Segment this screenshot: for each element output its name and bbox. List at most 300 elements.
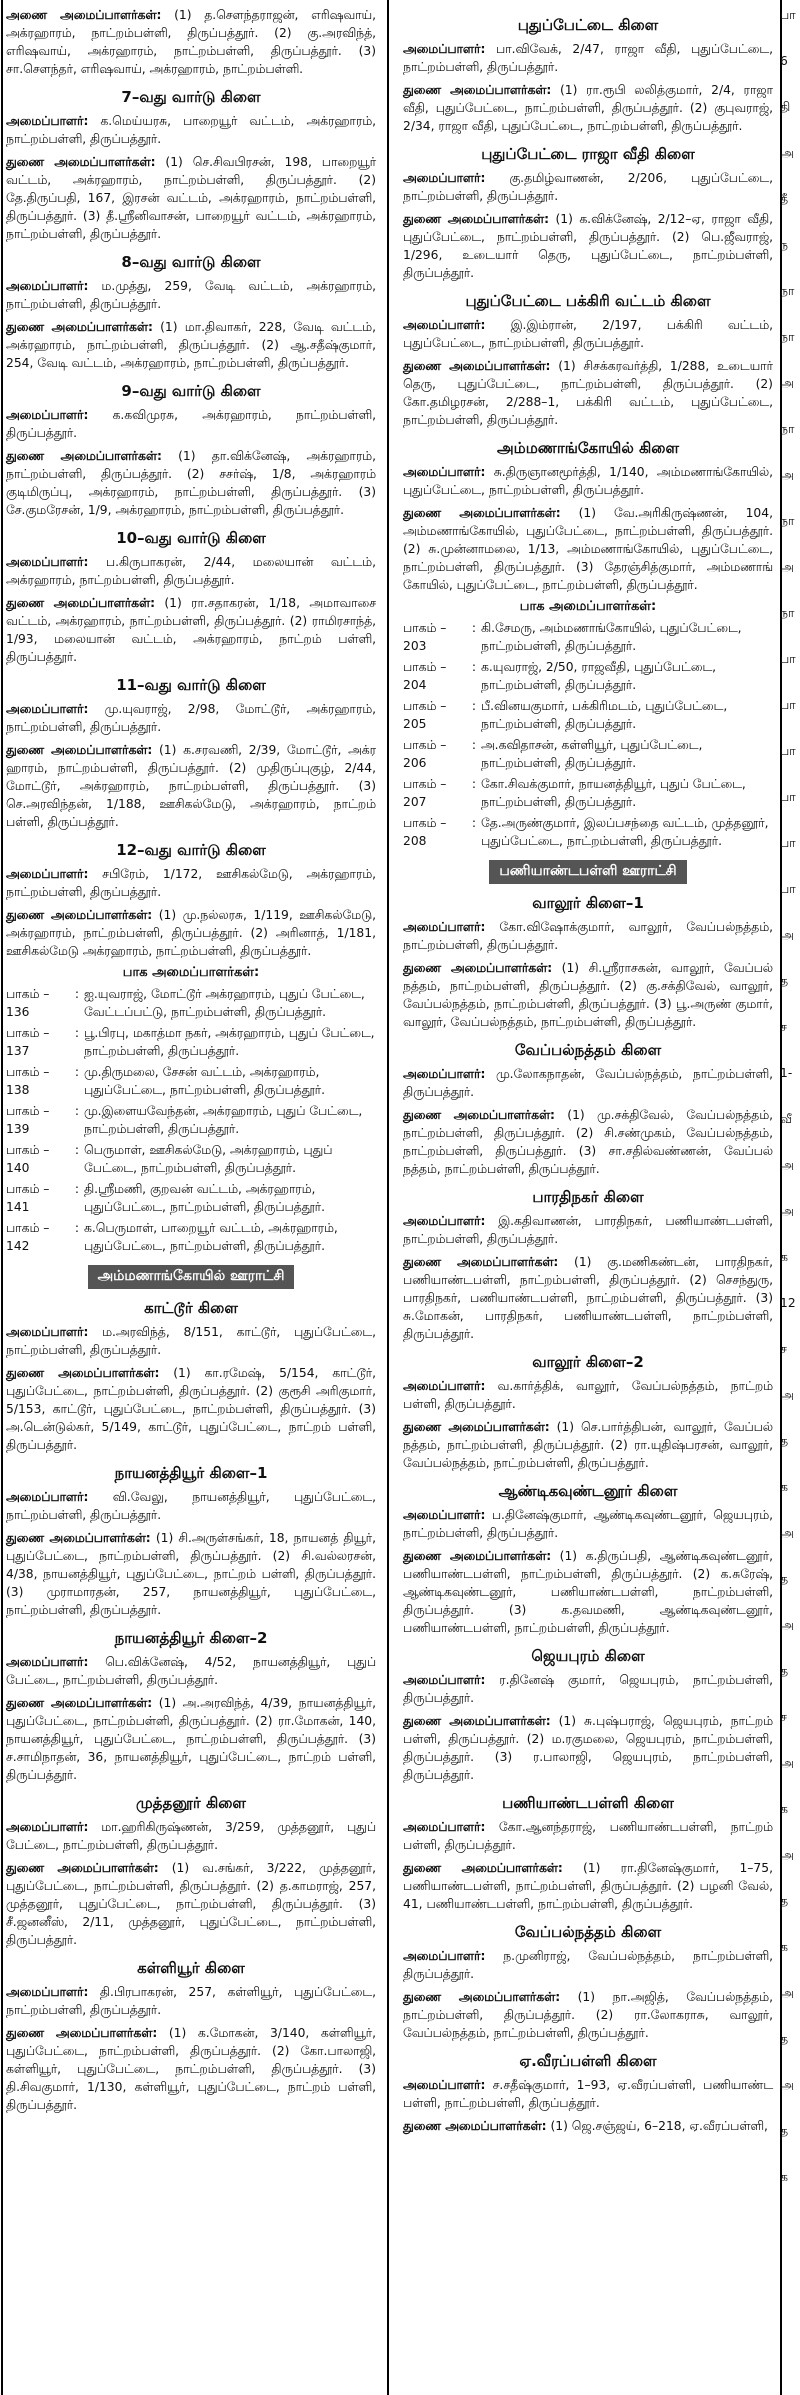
role-label: துணை அமைப்பாளர்கள்: — [403, 1861, 563, 1875]
role-label: அமைப்பாளர்: — [6, 867, 89, 881]
role-label: அமைப்பாளர்: — [6, 279, 89, 293]
clipped-text-fragment: நா — [780, 330, 795, 344]
member-entry — [403, 357, 773, 429]
booth-row — [6, 1180, 376, 1216]
member-entry — [6, 1323, 376, 1359]
clipped-text-fragment: க — [780, 1802, 788, 1816]
clipped-text-fragment: அ — [780, 560, 794, 574]
branch-section — [6, 1959, 376, 2114]
role-label: அமைப்பாளர்: — [403, 42, 486, 56]
member-entry — [403, 316, 773, 352]
booth-row — [403, 697, 773, 733]
clipped-text-fragment: த — [780, 1434, 789, 1448]
clipped-text-fragment: நா — [780, 422, 795, 436]
branch-section — [6, 1299, 376, 1454]
member-text: இ.கதிவாணன், பாரதிநகர், பணியாண்டபள்ளி, நாட்றம்பள்ளி, திருப்பத்தூர். — [403, 1214, 773, 1246]
branch-heading: காட்டூர் கிளை — [144, 1299, 238, 1317]
branch-section — [403, 1482, 773, 1637]
booth-heading: பாக அமைப்பாளர்கள்: — [122, 965, 260, 980]
role-label: அமைப்பாளர்: — [403, 1067, 486, 1081]
left-column — [6, 6, 376, 2119]
member-entry — [403, 1947, 773, 1983]
member-text: மு.யுவராஜ், 2/98, மோட்டூர், அக்ரஹாரம், நாட்றம்பள்ளி, திருப்பத்தூர். — [6, 702, 376, 734]
member-entry — [403, 1106, 773, 1178]
clipped-text-fragment: பா — [780, 698, 796, 712]
booth-colon: : — [74, 987, 80, 1001]
branch-section — [403, 1188, 773, 1343]
booth-row — [6, 1024, 376, 1060]
role-label: துணை அமைப்பாளர்கள்: — [6, 449, 162, 463]
role-label: துணை அமைப்பாளர்கள்: — [403, 1990, 561, 2004]
member-entry — [403, 2117, 773, 2135]
clipped-text-fragment: பா — [780, 882, 796, 896]
clipped-text-fragment: அ — [780, 1618, 794, 1632]
branch-section — [6, 529, 376, 666]
member-text: (1) கா.ரமேஷ், 5/154, காட்டூர், புதுப்பேட்டை, நாட்றம்பள்ளி, திருப்பத்தூர். (2) குரூசி அரிகுமார், 5/153, காட்டூர், புதுப்பேட்டை, நாட்றம்பள்ளி, திருப்பத்தூர். (3) அ.டென்டுல்கர், 5/149, காட்டூர், புதுப்பேட்டை, நாட்றம் பள்ளி, திருப்பத்தூர். — [6, 1366, 376, 1452]
member-entry — [403, 2076, 773, 2112]
member-entry — [6, 1694, 376, 1784]
member-text: இ.இம்ரான், 2/197, பக்கிரி வட்டம், புதுப்பேட்டை, நாட்றம்பள்ளி, திருப்பத்தூர். — [403, 318, 773, 350]
role-label: துணை அமைப்பாளர்கள்: — [6, 743, 153, 757]
member-entry — [403, 463, 773, 499]
booth-text: அ.கவிதாசன், கள்ளியூர், புதுப்பேட்டை, நாட்றம்பள்ளி, திருப்பத்தூர். — [481, 738, 703, 770]
booth-number: பாகம் – 136 — [6, 987, 50, 1019]
clipped-text-fragment: க — [780, 2170, 788, 2184]
member-text: தி.பிரபாகரன், 257, கள்ளியூர், புதுப்பேட்டை, நாட்றம்பள்ளி, திருப்பத்தூர். — [6, 1985, 376, 2017]
member-entry — [6, 6, 376, 78]
role-label: அமைப்பாளர்: — [6, 1325, 89, 1339]
member-entry — [6, 112, 376, 148]
clipped-text-fragment: அ — [780, 1848, 794, 1862]
booth-row — [6, 1063, 376, 1099]
member-text: ப.கிருபாகரன், 2/44, மலையான் வட்டம், அக்ரஹாரம், நாட்றம்பள்ளி, திருப்பத்தூர். — [6, 555, 376, 587]
member-entry — [6, 865, 376, 901]
role-label: அமைப்பாளர்: — [403, 1379, 486, 1393]
branch-heading: அம்மணாங்கோயில் கிளை — [496, 439, 680, 457]
member-text: சு.திருஞானமூர்த்தி, 1/140, அம்மணாங்கோயில், புதுப்பேட்டை, நாட்றம்பள்ளி, திருப்பத்தூர். — [403, 465, 773, 497]
booth-number: பாகம் – 140 — [6, 1143, 50, 1175]
booth-number: பாகம் – 207 — [403, 777, 447, 809]
member-entry — [403, 1859, 773, 1913]
role-label: துணை அமைப்பாளர்கள்: — [6, 155, 156, 169]
member-text: (1) கு.மணிகண்டன், பாரதிநகர், பணியாண்டபள்ளி, நாட்றம்பள்ளி, திருப்பத்தூர். (2) செசந்துரு, பாரதிநகர், பணியாண்டபள்ளி, நாட்றம்பள்ளி, திருப்பத்தூர். (3) சு.மோகன், பாரதிநகர், பணியாண்டபள்ளி, நாட்றம்பள்ளி, திருப்பத்தூர். — [403, 1255, 773, 1341]
member-entry — [403, 1253, 773, 1343]
booth-colon: : — [471, 660, 477, 674]
member-text: வி.வேலு, நாயனத்தியூர், புதுப்பேட்டை, நாட்றம்பள்ளி, திருப்பத்தூர். — [6, 1490, 376, 1522]
booth-number: பாகம் – 206 — [403, 738, 447, 770]
role-label: துணை அமைப்பாளர்கள்: — [403, 1108, 555, 1122]
member-text: மு.லோகநாதன், வேப்பல்நத்தம், நாட்றம்பள்ளி, திருப்பத்தூர். — [403, 1067, 773, 1099]
clipped-text-fragment: த — [780, 1664, 789, 1678]
member-entry — [403, 169, 773, 205]
member-text: (1) த.செளந்தராஜன், எரிஷவாய், அக்ரஹாரம், நாட்றம்பள்ளி, திருப்பத்தூர். (2) கு.அரவிந்த், எரிஷவாய், அக்ரஹாரம், நாட்றம்பள்ளி, திருப்பத்தூர். (3) சா.செளந்தர், எரிஷவாய், அக்ரஹாரம், நாட்றம்பள்ளி. — [6, 8, 376, 76]
clipped-text-fragment: ச — [780, 1020, 787, 1034]
branch-section — [403, 439, 773, 594]
branch-heading: 8–வது வார்டு கிளை — [121, 253, 261, 271]
member-entry — [6, 906, 376, 960]
branch-section — [6, 382, 376, 519]
booth-colon: : — [74, 1182, 80, 1196]
member-entry — [403, 959, 773, 1031]
clipped-text-fragment: அ — [780, 1526, 794, 1540]
role-label: அமைப்பாளர்: — [403, 1214, 486, 1228]
branch-section — [403, 1647, 773, 1784]
member-text: (1) சி.ஸ்ரீராசகன், வாலூர், வேப்பல் நத்தம், நாட்றம்பள்ளி, திருப்பத்தூர். (2) கு.சக்திவேல், வாலூர், வேப்பல்நத்தம், நாட்றம்பள்ளி, திருப்பத்தூர். (3) பூ.அருண் குமார், வாலூர், வேப்பல்நத்தம், நாட்றம்பள்ளி, திருப்பத்தூர். — [403, 961, 773, 1029]
member-entry — [403, 1988, 773, 2042]
role-label: அமைப்பாளர்: — [403, 1673, 486, 1687]
member-text: (1) ரா.சதாகரன், 1/18, அமாவாசை வட்டம், அக்ரஹாரம், நாட்றம்பள்ளி, திருப்பத்தூர். (2) ராமிரசாந்த், 1/93, மலையான் வட்டம், அக்ரஹாரம், நாட்றம் பள்ளி, திருப்பத்தூர். — [6, 596, 376, 664]
role-label: துணை அமைப்பாளர்கள்: — [6, 1531, 151, 1545]
booth-text: க.யுவராஜ், 2/50, ராஜவீதி, புதுப்பேட்டை, நாட்றம்பள்ளி, திருப்பத்தூர். — [481, 660, 717, 692]
branch-heading: புதுப்பேட்டை பக்கிரி வட்டம் கிளை — [465, 292, 711, 310]
role-label: துணை அமைப்பாளர்கள்: — [403, 506, 561, 520]
member-entry — [403, 1712, 773, 1784]
panchayat-banner-text: பணியாண்டபள்ளி ஊராட்சி — [489, 860, 686, 884]
branch-heading: 9–வது வார்டு கிளை — [121, 382, 261, 400]
booth-text: பீ.வினயகுமார், பக்கிரிமடம், புதுப்பேட்டை, நாட்றம்பள்ளி, திருப்பத்தூர். — [481, 699, 728, 731]
booth-row — [403, 775, 773, 811]
member-entry — [403, 1418, 773, 1472]
member-entry — [6, 553, 376, 589]
clipped-text-fragment: பா — [780, 744, 796, 758]
clipped-text-fragment: அ — [780, 1756, 794, 1770]
booth-row — [403, 736, 773, 772]
booth-colon: : — [74, 1065, 80, 1079]
role-label: அமைப்பாளர்: — [6, 1490, 89, 1504]
role-label: துணை அமைப்பாளர்கள்: — [6, 320, 153, 334]
clipped-text-fragment: அ — [780, 376, 794, 390]
role-label: அமைப்பாளர்: — [403, 465, 486, 479]
role-label: துணை அமைப்பாளர்கள்: — [6, 2026, 158, 2040]
branch-heading: புதுப்பேட்டை ராஜா வீதி கிளை — [481, 145, 695, 163]
branch-heading: முத்தனூர் கிளை — [136, 1794, 246, 1812]
member-text: (1) சு.புஷ்பராஜ், ஜெயபுரம், நாட்றம் பள்ளி, திருப்பத்தூர். (2) ம.ரகுமலை, ஜெயபுரம், நாட்றம்பள்ளி, திருப்பத்தூர். (3) ர.பாலாஜி, ஜெயபுரம், நாட்றம்பள்ளி, திருப்பத்தூர். — [403, 1714, 773, 1782]
clipped-text-fragment: ச — [780, 1710, 787, 1724]
member-text: க.கவிமுரசு, அக்ரஹாரம், நாட்றம்பள்ளி, திருப்பத்தூர். — [6, 408, 376, 440]
right-column-fragment — [780, 6, 800, 2214]
role-label: துணை அமைப்பாளர்கள்: — [6, 1696, 153, 1710]
middle-column — [403, 6, 773, 2140]
member-entry — [403, 210, 773, 282]
column-rule-left — [1, 0, 3, 2395]
member-entry — [6, 447, 376, 519]
role-label: அமைப்பாளர்: — [6, 1985, 89, 1999]
role-label: துணை அமைப்பாளர்கள்: — [403, 212, 550, 226]
branch-heading: பணியாண்டபள்ளி கிளை — [502, 1794, 674, 1812]
member-entry — [6, 153, 376, 243]
branch-section — [6, 841, 376, 960]
booth-row — [6, 985, 376, 1021]
clipped-text-fragment: அ — [780, 1986, 794, 2000]
booth-colon: : — [471, 699, 477, 713]
booth-colon: : — [471, 738, 477, 752]
member-text: (1) செ.பார்த்திபன், வாலூர், வேப்பல் நத்தம், நாட்றம்பள்ளி, திருப்பத்தூர். (2) ரா.யுதிஷ்பரசன், வாலூர், வேப்பல்நத்தம், நாட்றம்பள்ளி, திருப்பத்தூர். — [403, 1420, 773, 1470]
branch-heading: நாயனத்தியூர் கிளை–2 — [114, 1629, 268, 1647]
branch-section — [403, 1353, 773, 1472]
member-text: (1) சிசக்கரவர்த்தி, 1/288, உடையார் தெரு, புதுப்பேட்டை, நாட்றம்பள்ளி, திருப்பத்தூர். (2) கோ.தமிழரசன், 2/288–1, பக்கிரி வட்டம், புதுப்பேட்டை, நாட்றம்பள்ளி, திருப்பத்தூர். — [403, 359, 773, 427]
branch-section — [6, 1464, 376, 1619]
member-entry — [403, 1377, 773, 1413]
clipped-text-fragment: பா — [780, 790, 796, 804]
booth-row — [6, 1102, 376, 1138]
clipped-text-fragment: த — [780, 1894, 789, 1908]
member-text: பெ.விக்னேஷ், 4/52, நாயனத்தியூர், புதுப் பேட்டை, நாட்றம்பள்ளி, திருப்பத்தூர். — [6, 1655, 376, 1687]
branch-section — [403, 292, 773, 429]
booth-text: தே.அருண்குமார், இலப்பசந்தை வட்டம், முத்தனூர், புதுப்பேட்டை, நாட்றம்பள்ளி, திருப்பத்தூர். — [481, 816, 769, 848]
member-text: (1) ஜெ.சஞ்ஜய், 6–218, ஏ.வீரப்பள்ளி, — [546, 2119, 768, 2133]
booth-row — [403, 814, 773, 850]
member-text: (1) செ.சிவபிரசன், 198, பாறையூர் வட்டம், அக்ரஹாரம், நாட்றம்பள்ளி, திருப்பத்தூர். (2) தே.திருப்பதி, 167, இரசன் வட்டம், அக்ரஹாரம், நாட்றம்பள்ளி, திருப்பத்தூர். (3) தீ.ஸ்ரீனிவாசன், பாறையூர் வட்டம், அக்ரஹாரம், நாட்றம்பள்ளி, திருப்பத்தூர். — [6, 155, 376, 241]
member-text: (1) அ.அரவிந்த், 4/39, நாயனத்தியூர், புதுப்பேட்டை, நாட்றம்பள்ளி, திருப்பத்தூர். (2) ரா.மோகன், 140, நாயனத்தியூர், புதுப்பேட்டை, நாட்றம்பள்ளி, திருப்பத்தூர். (3) ச.சாமிநாதன், 36, நாயனத்தியூர், புதுப்பேட்டை, நாட்றம் பள்ளி, திருப்பத்தூர். — [6, 1696, 376, 1782]
member-text: (1) தா.விக்னேஷ், அக்ரஹாரம், நாட்றம்பள்ளி, திருப்பத்தூர். (2) சசர்ஷ், 1/8, அக்ரஹாரம் குடிமிருப்பு, அக்ரஹாரம், நாட்றம்பள்ளி, திருப்பத்தூர். (3) சே.குமரேசன், 1/9, அக்ரஹாரம், நாட்றம்பள்ளி, திருப்பத்தூர். — [6, 449, 376, 517]
booth-text: மு.திருமலை, சேசன் வட்டம், அக்ரஹாரம், புதுப்பேட்டை, நாட்றம்பள்ளி, திருப்பத்தூர். — [84, 1065, 325, 1097]
role-label: அமைப்பாளர்: — [403, 1508, 486, 1522]
branch-heading: ஆண்டிகவுண்டனூர் கிளை — [498, 1482, 678, 1500]
booth-row — [403, 658, 773, 694]
member-entry — [403, 40, 773, 76]
role-label: துணை அமைப்பாளர்கள்: — [6, 1861, 159, 1875]
panchayat-banner — [6, 1265, 376, 1289]
clipped-text-fragment: அ — [780, 146, 794, 160]
member-text: ந.முனிராஜ், வேப்பல்நத்தம், நாட்றம்பள்ளி, திருப்பத்தூர். — [403, 1949, 773, 1981]
booth-text: ஐ.யுவராஜ், மோட்டூர் அக்ரஹாரம், புதுப் பேட்டை, வேட்டப்பட்டு, நாட்றம்பள்ளி, திருப்பத்தூர். — [84, 987, 365, 1019]
member-text: (1) மா.திவாகர், 228, வேடி வட்டம், அக்ரஹாரம், நாட்றம்பள்ளி, திருப்பத்தூர். (2) ஆ.சதீஷ்குமார், 254, வேடி வட்டம், அக்ரஹாரம், நாட்றம்பள்ளி, திருப்பத்தூர். — [6, 320, 376, 370]
role-label: அமைப்பாளர்: — [6, 1820, 89, 1834]
member-text: வ.கார்த்திக், வாலூர், வேப்பல்நத்தம், நாட்றம் பள்ளி, திருப்பத்தூர். — [403, 1379, 773, 1411]
role-label: அமைப்பாளர்: — [6, 1655, 89, 1669]
member-entry — [6, 1529, 376, 1619]
member-entry — [6, 1364, 376, 1454]
member-entry — [403, 1065, 773, 1101]
role-label: அமைப்பாளர்: — [403, 171, 486, 185]
role-label: துணை அமைப்பாளர்கள்: — [403, 359, 551, 373]
member-text: (1) சி.அருள்சங்கர், 18, நாயனத் தியூர், புதுப்பேட்டை, நாட்றம்பள்ளி, திருப்பத்தூர். (2) சி.வல்லரசன், 4/38, நாயனத்தியூர், புதுப்பேட்டை, நாட்றம் பள்ளி, திருப்பத்தூர். (3) முராமாரதன், 257, நாயனத்தியூர், புதுப்பேட்டை, நாட்றம்பள்ளி, திருப்பத்தூர். — [6, 1531, 376, 1617]
clipped-text-fragment: த — [780, 2124, 789, 2138]
booth-text: பெருமாள், ஊசிகல்மேடு, அக்ரஹாரம், புதுப் பேட்டை, நாட்றம்பள்ளி, திருப்பத்தூர். — [84, 1143, 333, 1175]
member-entry — [6, 2024, 376, 2114]
branch-section — [6, 1794, 376, 1949]
clipped-text-fragment: அ — [780, 2078, 794, 2092]
booth-text: கி.சேமரு, அம்மணாங்கோயில், புதுப்பேட்டை, நாட்றம்பள்ளி, திருப்பத்தூர். — [481, 621, 742, 653]
role-label: துணை அமைப்பாளர்கள்: — [403, 1549, 552, 1563]
member-text: ச.சதீஷ்குமார், 1–93, ஏ.வீரப்பள்ளி, பணியாண்ட பள்ளி, நாட்றம்பள்ளி, திருப்பத்தூர். — [403, 2078, 773, 2110]
member-text: ம.அரவிந்த், 8/151, காட்டூர், புதுப்பேட்டை, நாட்றம்பள்ளி, திருப்பத்தூர். — [6, 1325, 376, 1357]
member-text: (1) க.சரவணி, 2/39, மோட்டூர், அக்ர ஹாரம், நாட்றம்பள்ளி, திருப்பத்தூர். (2) முதிருப்புகுழ், 2/44, மோட்டூர், அக்ரஹாரம், நாட்றம்பள்ளி, திருப்பத்தூர். (3) செ.அரவிந்தன், 1/188, ஊசிகல்மேடு, அக்ரஹாரம், நாட்றம் பள்ளி, திருப்பத்தூர். — [6, 743, 376, 829]
member-entry — [6, 406, 376, 442]
clipped-text-fragment: பா — [780, 8, 796, 22]
booth-number: பாகம் – 208 — [403, 816, 447, 848]
clipped-text-fragment: த — [780, 974, 789, 988]
member-text: (1) க.விக்னேஷ், 2/12–ஏ, ராஜா வீதி, புதுப்பேட்டை, நாட்றம்பள்ளி, திருப்பத்தூர். (2) பெ.ஜீவராஜ், 1/296, உடையார் தெரு, புதுப்பேட்டை, நாட்றம்பள்ளி, திருப்பத்தூர். — [403, 212, 773, 280]
member-entry — [6, 700, 376, 736]
booth-colon: : — [74, 1143, 80, 1157]
branch-section — [403, 145, 773, 282]
role-label: துணை அமைப்பாளர்கள்: — [403, 1714, 551, 1728]
member-text: (1) மு.சக்திவேல், வேப்பல்நத்தம், நாட்றம்பள்ளி, திருப்பத்தூர். (2) சி.சண்முகம், வேப்பல்நத்தம், நாட்றம்பள்ளி, திருப்பத்தூர். (3) சா.சதில்வண்ணன், வேப்பல் நத்தம், நாட்றம்பள்ளி, திருப்பத்தூர். — [403, 1108, 773, 1176]
branch-heading: 10–வது வார்டு கிளை — [116, 529, 266, 547]
clipped-text-fragment: அ — [780, 928, 794, 942]
clipped-text-fragment: தீ — [780, 192, 789, 206]
branch-heading: புதுப்பேட்டை கிளை — [517, 16, 659, 34]
booth-text: பூ.பிரபு, மகாத்மா நகர், அக்ரஹாரம், புதுப் பேட்டை, நாட்றம்பள்ளி, திருப்பத்தூர். — [84, 1026, 375, 1058]
branch-section — [403, 1794, 773, 1913]
branch-heading: 7–வது வார்டு கிளை — [121, 88, 261, 106]
member-entry — [6, 318, 376, 372]
member-entry — [403, 81, 773, 135]
role-label: துணை அமைப்பாளர்கள்: — [403, 1420, 550, 1434]
clipped-text-fragment: தி — [780, 100, 791, 114]
column-rule-middle — [387, 0, 389, 2395]
booth-number: பாகம் – 204 — [403, 660, 447, 692]
role-label: அமைப்பாளர்: — [6, 555, 89, 569]
member-entry — [6, 741, 376, 831]
member-entry — [6, 277, 376, 313]
clipped-text-fragment: வீ — [780, 1112, 792, 1126]
branch-section — [6, 1629, 376, 1784]
role-label: துணை அமைப்பாளர்கள்: — [403, 2119, 547, 2133]
clipped-text-fragment: ந — [780, 238, 788, 252]
booth-colon: : — [74, 1221, 80, 1235]
member-text: (1) க.மோகன், 3/140, கள்ளியூர், புதுப்பேட்டை, நாட்றம்பள்ளி, திருப்பத்தூர். (2) கோ.பாலாஜி, கள்ளியூர், புதுப்பேட்டை, நாட்றம்பள்ளி, திருப்பத்தூர். (3) தி.சிவகுமார், 1/130, கள்ளியூர், புதுப்பேட்டை, நாட்றம் பள்ளி, திருப்பத்தூர். — [6, 2026, 376, 2112]
branch-section — [403, 1041, 773, 1178]
member-entry — [6, 1983, 376, 2019]
member-text: (1) மு.நல்லரசு, 1/119, ஊசிகல்மேடு, அக்ரஹாரம், நாட்றம்பள்ளி, திருப்பத்தூர். (2) அரினாத், 1/181, ஊசிகல்மேடு அக்ரஹாரம், நாட்றம்பள்ளி, திருப்பத்தூர். — [6, 908, 376, 958]
booth-text: மு.இளையவேந்தன், அக்ரஹாரம், புதுப் பேட்டை, நாட்றம்பள்ளி, திருப்பத்தூர். — [84, 1104, 363, 1136]
member-text: கு.தமிழ்வாணன், 2/206, புதுப்பேட்டை, நாட்றம்பள்ளி, திருப்பத்தூர். — [403, 171, 773, 203]
branch-section — [403, 2052, 773, 2135]
branch-heading: பாரதிநகர் கிளை — [532, 1188, 644, 1206]
booth-text: க.பெருமாள், பாறையூர் வட்டம், அக்ரஹாரம், புதுப்பேட்டை, நாட்றம்பள்ளி, திருப்பத்தூர். — [84, 1221, 338, 1253]
member-entry — [6, 1653, 376, 1689]
clipped-text-fragment: அ — [780, 1158, 794, 1172]
branch-heading: 11–வது வார்டு கிளை — [116, 676, 266, 694]
booth-number: பாகம் – 205 — [403, 699, 447, 731]
member-text: க.மெய்யரசு, பாறையூர் வட்டம், அக்ரஹாரம், நாட்றம்பள்ளி, திருப்பத்தூர். — [6, 114, 376, 146]
member-text: (1) க.திருப்பதி, ஆண்டிகவுண்டனூர், பணியாண்டபள்ளி, நாட்றம்பள்ளி, திருப்பத்தூர். (2) க.சுரேஷ், ஆண்டிகவுண்டனூர், பணியாண்டபள்ளி, நாட்றம்பள்ளி, திருப்பத்தூர். (3) க.தவமணி, ஆண்டிகவுண்டனூர், பணியாண்டபள்ளி, நாட்றம்பள்ளி, திருப்பத்தூர். — [403, 1549, 773, 1635]
member-text: (1) நா.அஜித், வேப்பல்நத்தம், நாட்றம்பள்ளி, திருப்பத்தூர். (2) ரா.லோகராசு, வாலூர், வேப்பல்நத்தம், நாட்றம்பள்ளி, திருப்பத்தூர். — [403, 1990, 773, 2040]
clipped-text-fragment: அ — [780, 468, 794, 482]
member-text: (1) ரா.தினேஷ்குமார், 1–75, பணியாண்டபள்ளி, நாட்றம்பள்ளி, திருப்பத்தூர். (2) பழனி வேல், 41, பணியாண்டபள்ளி, நாட்றம்பள்ளி, திருப்பத்தூர். — [403, 1861, 773, 1911]
role-label: துணை அமைப்பாளர்கள்: — [403, 83, 552, 97]
clipped-text-fragment: அ — [780, 1204, 794, 1218]
role-label: துணை அமைப்பாளர்கள்: — [403, 961, 553, 975]
branch-heading: வாலூர் கிளை–2 — [532, 1353, 644, 1371]
member-text: பா.விவேக், 2/47, ராஜா வீதி, புதுப்பேட்டை, நாட்றம்பள்ளி, திருப்பத்தூர். — [403, 42, 773, 74]
member-entry — [6, 594, 376, 666]
clipped-text-fragment: க — [780, 1940, 788, 1954]
branch-section — [6, 676, 376, 831]
booth-row — [403, 619, 773, 655]
booth-row — [6, 1219, 376, 1255]
role-label: அமைப்பாளர்: — [403, 1820, 486, 1834]
branch-section — [6, 88, 376, 243]
clipped-text-fragment: 6 — [780, 54, 788, 68]
booth-number: பாகம் – 138 — [6, 1065, 50, 1097]
member-text: (1) வே.அரிகிருஷ்ணன், 104, அம்மணாங்கோயில், புதுப்பேட்டை, நாட்றம்பள்ளி, திருப்பத்தூர். (2) சு.முன்னாமலை, 1/13, அம்மணாங்கோயில், புதுப்பேட்டை, நாட்றம்பள்ளி, திருப்பத்தூர். (3) தேரஞ்சித்குமார், அம்மணாங் கோயில், புதுப்பேட்டை, நாட்றம்பள்ளி, திருப்பத்தூர். — [403, 506, 773, 592]
role-label: அணை அமைப்பாளர்கள்: — [6, 8, 162, 22]
member-text: ம.முத்து, 259, வேடி வட்டம், அக்ரஹாரம், நாட்றம்பள்ளி, திருப்பத்தூர். — [6, 279, 376, 311]
booth-number: பாகம் – 139 — [6, 1104, 50, 1136]
booth-number: பாகம் – 203 — [403, 621, 447, 653]
member-text: (1) வ.சங்கர், 3/222, முத்தனூர், புதுப்பேட்டை, நாட்றம்பள்ளி, திருப்பத்தூர். (2) த.காமராஜ், 257, முத்தனூர், புதுப்பேட்டை, நாட்றம்பள்ளி, திருப்பத்தூர். (3) சீ.ஜனனீஸ், 2/11, முத்தனூர், புதுப்பேட்டை, நாட்றம்பள்ளி, திருப்பத்தூர். — [6, 1861, 376, 1947]
role-label: அமைப்பாளர்: — [6, 702, 89, 716]
booth-text: கோ.சிவக்குமார், நாயனத்தியூர், புதுப் பேட்டை, நாட்றம்பள்ளி, திருப்பத்தூர். — [481, 777, 746, 809]
member-entry — [6, 1488, 376, 1524]
booth-heading: பாக அமைப்பாளர்கள்: — [519, 599, 657, 614]
member-text: ர.தினேஷ் குமார், ஜெயபுரம், நாட்றம்பள்ளி, திருப்பத்தூர். — [403, 1673, 773, 1705]
clipped-text-fragment: 12 — [780, 1296, 796, 1310]
member-entry — [403, 1818, 773, 1854]
member-entry — [403, 1212, 773, 1248]
member-text: சபிரேம், 1/172, ஊசிகல்மேடு, அக்ரஹாரம், நாட்றம்பள்ளி, திருப்பத்தூர். — [6, 867, 376, 899]
member-entry — [6, 1818, 376, 1854]
clipped-text-fragment: அ — [780, 1388, 794, 1402]
clipped-text-fragment: க — [780, 1250, 788, 1264]
member-entry — [403, 1547, 773, 1637]
booth-text: தி.ஸ்ரீமணி, குறவன் வட்டம், அக்ரஹாரம், புதுப்பேட்டை, நாட்றம்பள்ளி, திருப்பத்தூர். — [84, 1182, 325, 1214]
booth-row — [6, 1141, 376, 1177]
clipped-text-fragment: ச — [780, 1342, 787, 1356]
member-text: (1) ரா.ரூபி லலித்குமார், 2/4, ராஜா வீதி, புதுப்பேட்டை, நாட்றம்பள்ளி, திருப்பத்தூர். (2) குபுவராஜ், 2/34, ராஜா வீதி, புதுப்பேட்டை, நாட்றம்பள்ளி, திருப்பத்தூர். — [403, 83, 773, 133]
role-label: துணை அமைப்பாளர்கள்: — [6, 1366, 160, 1380]
booth-colon: : — [471, 777, 477, 791]
role-label: துணை அமைப்பாளர்கள்: — [403, 1255, 559, 1269]
panchayat-banner-text: அம்மணாங்கோயில் ஊராட்சி — [88, 1265, 295, 1289]
booth-colon: : — [74, 1104, 80, 1118]
booth-number: பாகம் – 137 — [6, 1026, 50, 1058]
member-entry — [403, 1506, 773, 1542]
member-text: மா.ஹரிகிருஷ்ணன், 3/259, முத்தனூர், புதுப் பேட்டை, நாட்றம்பள்ளி, திருப்பத்தூர். — [6, 1820, 376, 1852]
role-label: அமைப்பாளர்: — [403, 920, 486, 934]
clipped-text-fragment: பா — [780, 836, 796, 850]
clipped-text-fragment: நா — [780, 514, 795, 528]
branch-heading: வாலூர் கிளை–1 — [532, 894, 644, 912]
role-label: அமைப்பாளர்: — [403, 318, 486, 332]
branch-heading: ஜெயபுரம் கிளை — [531, 1647, 645, 1665]
member-entry — [403, 504, 773, 594]
booth-number: பாகம் – 141 — [6, 1182, 50, 1214]
role-label: அமைப்பாளர்: — [6, 114, 89, 128]
clipped-text-fragment: பா — [780, 652, 796, 666]
clipped-text-fragment: 1- — [780, 1066, 793, 1080]
clipped-text-fragment: த — [780, 2032, 789, 2046]
branch-section — [403, 16, 773, 135]
branch-heading: வேப்பல்நத்தம் கிளை — [514, 1923, 662, 1941]
clipped-text-fragment: க — [780, 1480, 788, 1494]
branch-heading: 12–வது வார்டு கிளை — [116, 841, 266, 859]
clipped-text-fragment: நா — [780, 284, 795, 298]
branch-heading: ஏ.வீரப்பள்ளி கிளை — [519, 2052, 657, 2070]
role-label: துணை அமைப்பாளர்கள்: — [6, 908, 153, 922]
member-text: கோ.விஷோக்குமார், வாலூர், வேப்பல்நத்தம், நாட்றம்பள்ளி, திருப்பத்தூர். — [403, 920, 773, 952]
member-text: ப.தினேஷ்குமார், ஆண்டிகவுண்டனூர், ஜெயபுரம், நாட்றம்பள்ளி, திருப்பத்தூர். — [403, 1508, 773, 1540]
role-label: அமைப்பாளர்: — [403, 2078, 486, 2092]
clipped-text-fragment: நா — [780, 606, 795, 620]
branch-section — [403, 894, 773, 1031]
booth-colon: : — [74, 1026, 80, 1040]
panchayat-banner — [403, 860, 773, 884]
member-entry — [403, 918, 773, 954]
branch-heading: கள்ளியூர் கிளை — [137, 1959, 245, 1977]
role-label: அமைப்பாளர்: — [403, 1949, 486, 1963]
booth-number: பாகம் – 142 — [6, 1221, 50, 1253]
booth-colon: : — [471, 816, 477, 830]
branch-heading: நாயனத்தியூர் கிளை–1 — [114, 1464, 268, 1482]
branch-section — [6, 253, 376, 372]
member-text: கோ.ஆனந்தராஜ், பணியாண்டபள்ளி, நாட்றம் பள்ளி, திருப்பத்தூர். — [403, 1820, 773, 1852]
member-entry — [403, 1671, 773, 1707]
role-label: அமைப்பாளர்: — [6, 408, 89, 422]
